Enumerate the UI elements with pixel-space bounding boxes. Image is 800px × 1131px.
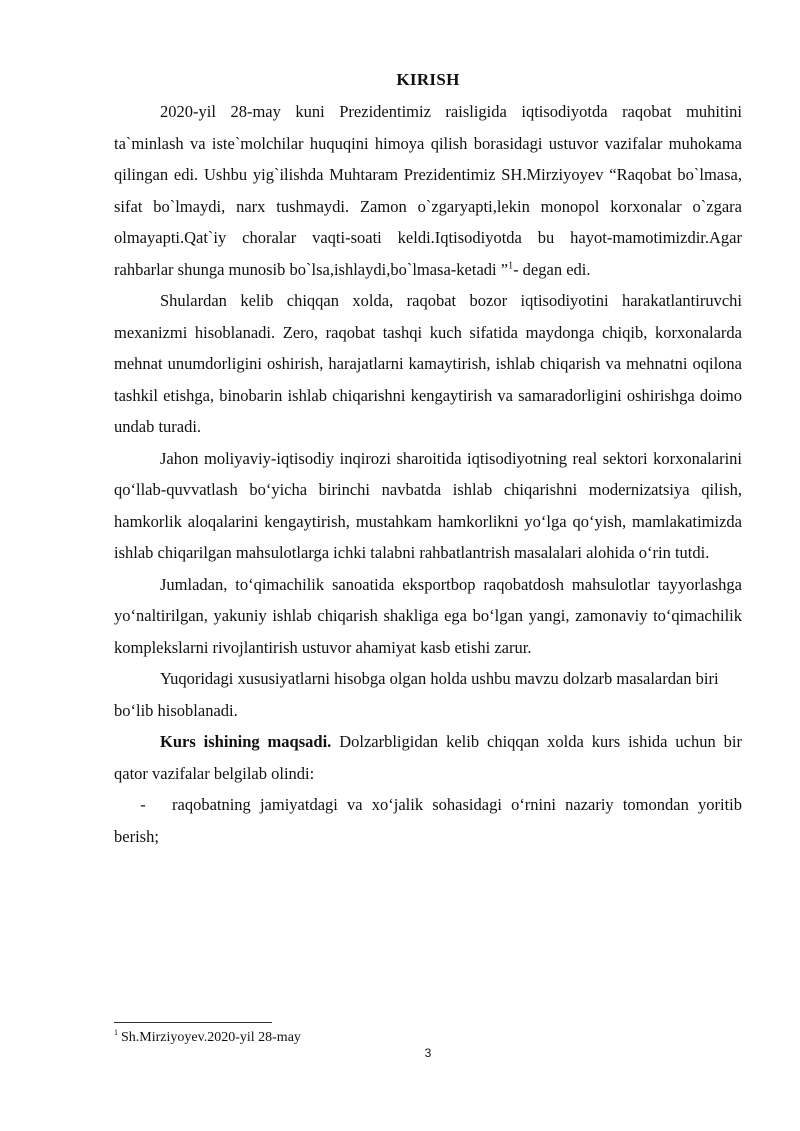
footnote-separator [114, 1022, 272, 1023]
paragraph-goal [114, 726, 742, 789]
paragraph-intro [114, 96, 742, 285]
page-title: KIRISH [396, 70, 460, 89]
list-item-text: raqobatning jamiyatdagi va xo‘jalik sohasidagi o‘rnini nazariy tomondan yoritib berish; [114, 795, 742, 846]
footnote-mark: 1 [114, 1028, 118, 1038]
paragraph-intro-text: 2020-yil 28-may kuni Prezidentimiz raisligida iqtisodiyotda raqobat muhitini ta`minlash va iste`molchilar huquqini himoya qilish borasidagi ustuvor vazifalar muhokama qilingan edi. Ushbu yig`ilishda Muhtaram Prezidentimiz SH.Mirziyoyev “Raqobat bo`lmasa, sifat bo`lmaydi, narx tushmaydi. Zamon o`zgaryapti,lekin monopol korxonalar o`zgara olmayapti.Qat`iy choralar vaqti-soati keldi.Iqtisodiyotda bu hayot-mamotimizdir.Agar rahbarlar shunga munosib bo`lsa,ishlaydi,bo`lmasa-ketadi ” [114, 102, 742, 279]
paragraph-crisis: Jahon moliyaviy-iqtisodiy inqirozi sharoitida iqtisodiyotning real sektori korxonalarini qo‘llab-quvvatlash bo‘yicha birinchi navbatda ishlab chiqarishni modernizatsiya qilish, hamkorlik aloqalarini kengaytirish, mustahkam hamkorlikni yo‘lga qo‘yish, mamlakatimizda ishlab chiqarilgan mahsulotlarga ichki talabni rahbatlantrish masalalari alohida o‘rin tutdi. [114, 448, 742, 562]
paragraph-textile: Jumladan, to‘qimachilik sanoatida eksportbop raqobatdosh mahsulotlar tayyorlashga yo‘naltirilgan, yakuniy ishlab chiqarish shakliga ega bo‘lgan yangi, zamonaviy to‘qimachilik komplekslarni rivojlantirish ustuvor ahamiyat kasb etishi zarur. [114, 574, 742, 657]
list-dash: - [140, 795, 146, 814]
goal-text: Dolzarbligidan kelib chiqqan xolda kurs ishida uchun bir qator vazifalar belgilab olindi: [114, 732, 742, 783]
page-number: 3 [424, 1046, 432, 1060]
goal-heading: Kurs ishining maqsadi. [160, 732, 332, 751]
paragraph-intro-end: - degan edi. [513, 259, 591, 279]
footnote-reference[interactable]: 1 [508, 260, 514, 271]
footnote [114, 1029, 301, 1047]
list-item [114, 789, 742, 852]
document-page [114, 70, 742, 852]
footnote-text: Sh.Mirziyoyev.2020-yil 28-may [121, 1030, 301, 1045]
paragraph-relevance: Yuqoridagi xususiyatlarni hisobga olgan holda ushbu mavzu dolzarb masalardan biri bo‘lib hisoblanadi. [114, 669, 719, 720]
paragraph-competition: Shulardan kelib chiqqan xolda, raqobat bozor iqtisodiyotini harakatlantiruvchi mexanizmi hisoblanadi. Zero, raqobat tashqi kuch sifatida maydonga chiqib, korxonalarda mehnat unumdorligini oshirish, harajatlarni kamaytirish, ishlab chiqarish va mehnatni oqilona tashkil etishga, binobarin ishlab chiqarishni kengaytirish va samaradorligini oshirishga doimo undab turadi. [114, 291, 742, 436]
